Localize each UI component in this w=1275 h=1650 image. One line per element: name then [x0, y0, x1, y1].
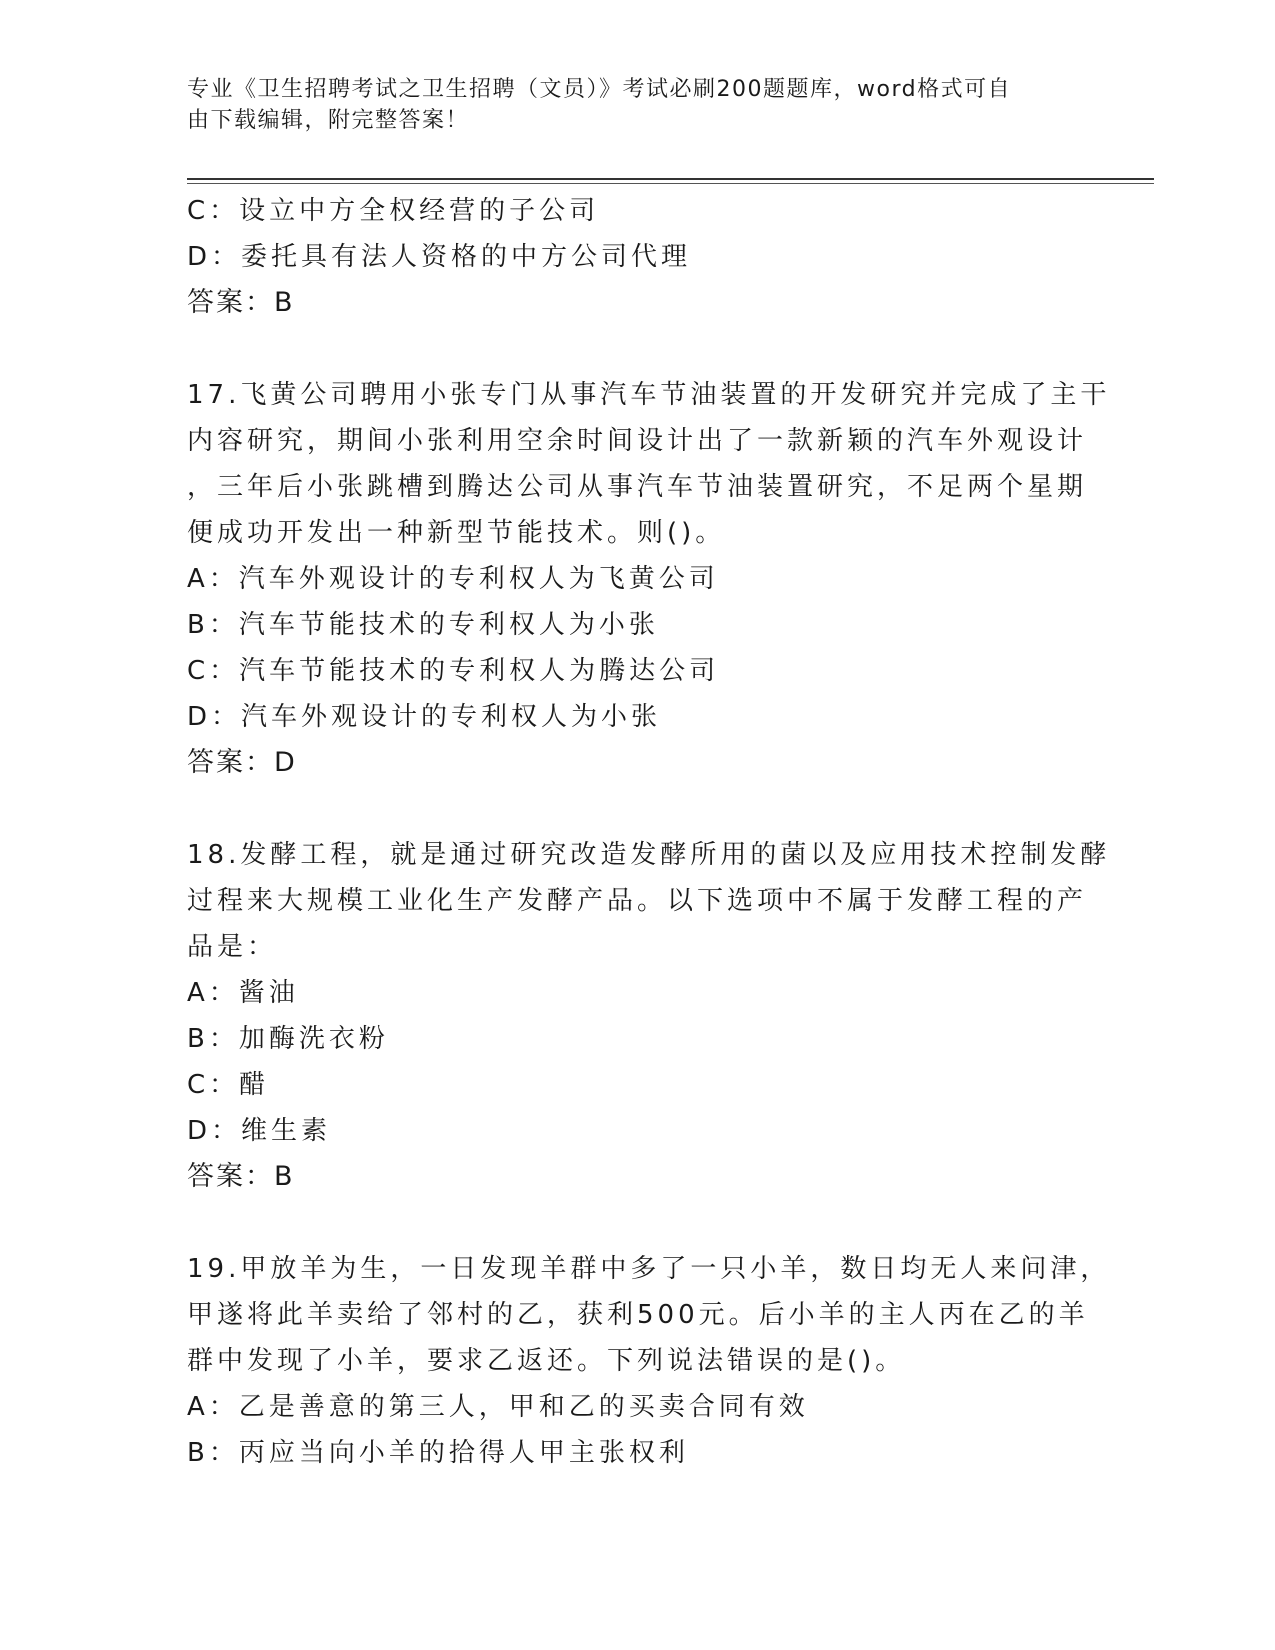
- question-17: [187, 372, 1111, 786]
- question-stem-line: 群中发现了小羊，要求乙返还。下列说法错误的是()。: [187, 1346, 906, 1376]
- question-content: [187, 188, 1111, 1476]
- spacer: [187, 326, 1087, 372]
- question-stem-line: 19.甲放羊为生，一日发现羊群中多了一只小羊，数日均无人来问津，: [187, 1254, 1111, 1284]
- header-line-1: 专业《卫生招聘考试之卫生招聘（文员）》考试必刷200题题库，word格式可自: [187, 77, 1012, 102]
- spacer: [187, 786, 1087, 832]
- option-a: A：汽车外观设计的专利权人为飞黄公司: [187, 564, 719, 594]
- option-c: C：设立中方全权经营的子公司: [187, 196, 600, 226]
- option-b: B：加酶洗衣粉: [187, 1024, 389, 1054]
- header-divider-thin: [187, 183, 1154, 184]
- header-divider-thick: [187, 178, 1154, 180]
- option-b: B：丙应当向小羊的拾得人甲主张权利: [187, 1438, 689, 1468]
- answer: 答案：B: [187, 1161, 295, 1192]
- option-c: C：醋: [187, 1070, 270, 1100]
- option-d: D：委托具有法人资格的中方公司代理: [187, 242, 692, 272]
- option-d: D：维生素: [187, 1116, 332, 1146]
- question-stem-line: 过程来大规模工业化生产发酵产品。以下选项中不属于发酵工程的产: [187, 886, 1088, 916]
- header-line-2: 由下载编辑，附完整答案！: [187, 108, 470, 133]
- question-19: [187, 1246, 1111, 1476]
- option-d: D：汽车外观设计的专利权人为小张: [187, 702, 662, 732]
- question-stem-line: ，三年后小张跳槽到腾达公司从事汽车节油装置研究，不足两个星期: [187, 472, 1088, 502]
- question-stem-line: 内容研究，期间小张利用空余时间设计出了一款新颖的汽车外观设计: [187, 426, 1088, 456]
- option-b: B：汽车节能技术的专利权人为小张: [187, 610, 659, 640]
- question-stem-line: 17.飞黄公司聘用小张专门从事汽车节油装置的开发研究并完成了主干: [187, 380, 1111, 410]
- option-a: A：酱油: [187, 978, 299, 1008]
- answer: 答案：B: [187, 287, 295, 318]
- question-stem-line: 便成功开发出一种新型节能技术。则()。: [187, 518, 726, 548]
- answer: 答案：D: [187, 747, 297, 778]
- spacer: [187, 1200, 1087, 1246]
- question-stem-line: 18.发酵工程，就是通过研究改造发酵所用的菌以及应用技术控制发酵: [187, 840, 1111, 870]
- option-c: C：汽车节能技术的专利权人为腾达公司: [187, 656, 720, 686]
- document-header: [187, 74, 1087, 136]
- question-stem-line: 甲遂将此羊卖给了邻村的乙，获利500元。后小羊的主人丙在乙的羊: [187, 1300, 1089, 1330]
- question-16: [187, 188, 1087, 326]
- question-stem-line: 品是：: [187, 932, 278, 962]
- option-a: A：乙是善意的第三人，甲和乙的买卖合同有效: [187, 1392, 809, 1422]
- question-18: [187, 832, 1111, 1200]
